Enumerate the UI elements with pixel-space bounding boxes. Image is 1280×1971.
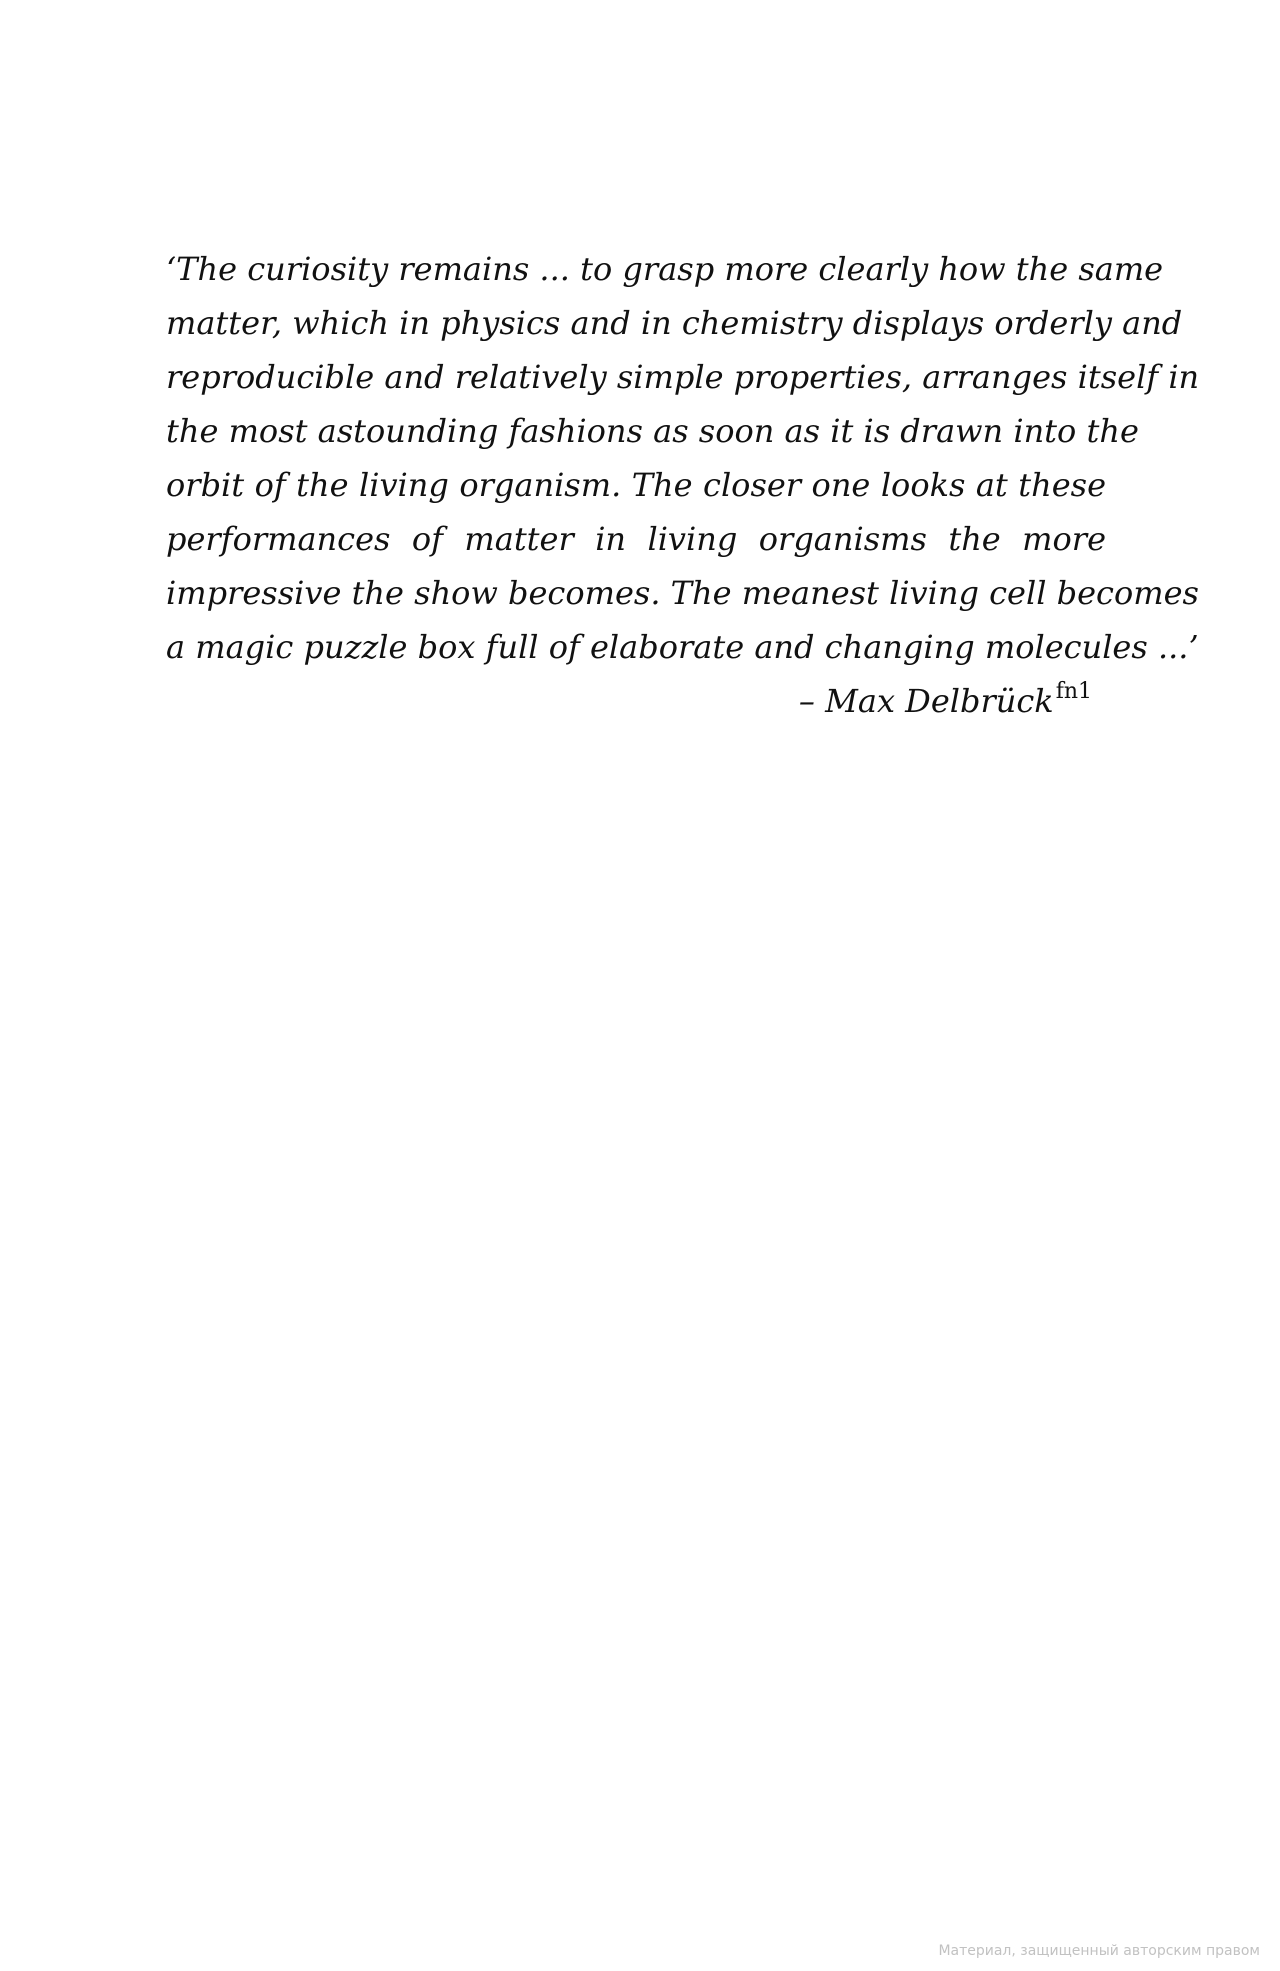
quote-line-7: impressive the show becomes. The meanest living cell becomes <box>166 574 1199 612</box>
quote-line-6: performances of matter in living organisms the more <box>166 520 1106 558</box>
quote-line-8: a magic puzzle box full of elaborate and changing molecules ...’ <box>166 628 1199 666</box>
quote-line-3: reproducible and relatively simple properties, arranges itself in <box>166 358 1200 396</box>
quote-attribution <box>166 674 1106 733</box>
quote-line-4: the most astounding fashions as soon as it is drawn into the <box>166 412 1139 450</box>
quote-line-5: orbit of the living organism. The closer one looks at these <box>166 466 1106 504</box>
copyright-watermark: Материал, защищенный авторским правом <box>938 1943 1260 1959</box>
attribution-author: – Max Delbrück <box>798 682 1054 720</box>
footnote-link[interactable]: fn1 <box>1055 679 1092 704</box>
quote-line-1: ‘The curiosity remains ... to grasp more clearly how the same <box>166 250 1164 288</box>
quote-line-2: matter, which in physics and in chemistry displays orderly and <box>166 304 1183 342</box>
epigraph-quote <box>166 242 1200 733</box>
